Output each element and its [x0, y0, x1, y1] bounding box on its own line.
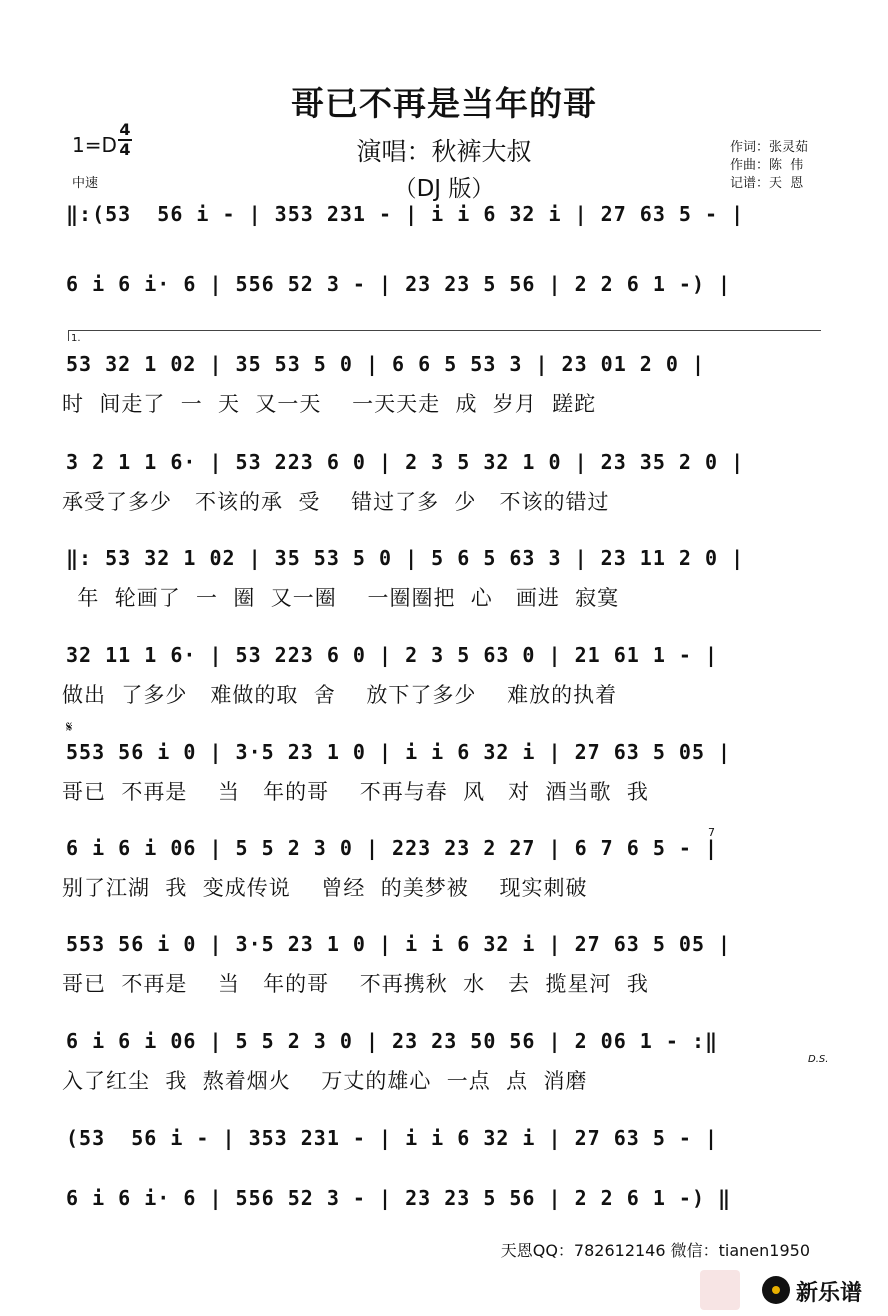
time-signature-top: 4: [119, 120, 131, 139]
segno-sign: 𝄋: [66, 718, 73, 736]
transcriber-credit: 记谱：天 恩: [730, 176, 804, 191]
lyricist-credit: 作词：张灵茹: [730, 140, 809, 155]
lyric-line: 哥已 不再是 当 年的哥 不再携秋 水 去 揽星河 我: [62, 972, 649, 996]
contact-info: 天恩QQ：782612146 微信：tianen1950: [500, 1241, 810, 1260]
score-row: (53 56 i - | 353 231 - | i i 6 32 i | 27 63 5 - |: [66, 1126, 719, 1150]
lyric-line: 年 轮画了 一 圈 又一圈 一圈圈把 心 画进 寂寞: [62, 586, 620, 610]
time-signature-bottom: 4: [119, 140, 131, 159]
score-row: 553 56 i 0 | 3·5 23 1 0 | i i 6 32 i | 27 63 5 05 |: [66, 740, 732, 764]
score-row: ‖: 53 32 1 02 | 35 53 5 0 | 5 6 5 63 3 | 23 11 2 0 |: [66, 546, 745, 570]
version-label: （DJ 版）: [393, 176, 495, 202]
lyric-line: 别了江湖 我 变成传说 曾经 的美梦被 现实刺破: [62, 876, 588, 900]
lyric-line: 时 间走了 一 天 又一天 一天天走 成 岁月 蹉跎: [62, 392, 597, 416]
volta-number: 1.: [71, 333, 81, 344]
score-row: 6 i 6 i 06 | 5 5 2 3 0 | 23 23 50 56 | 2 06 1 - :‖: [66, 1029, 719, 1053]
site-logo[interactable]: [762, 1272, 880, 1308]
ds-mark: D.S.: [808, 1054, 829, 1065]
record-disc-icon: [762, 1276, 790, 1304]
score-row: 32 11 1 6· | 53 223 6 0 | 2 3 5 63 0 | 21 61 1 - |: [66, 643, 719, 667]
lyric-line: 哥已 不再是 当 年的哥 不再与春 风 对 酒当歌 我: [62, 780, 649, 804]
score-row: 6 i 6 i· 6 | 556 52 3 - | 23 23 5 56 | 2 2 6 1 -) |: [66, 272, 732, 296]
composer-credit: 作曲：陈 伟: [730, 158, 804, 173]
lyric-line: 承受了多少 不该的承 受 错过了多 少 不该的错过: [62, 490, 610, 514]
score-row: ‖:(53 56 i - | 353 231 - | i i 6 32 i | 27 63 5 - |: [66, 202, 745, 226]
score-row: 553 56 i 0 | 3·5 23 1 0 | i i 6 32 i | 27 63 5 05 |: [66, 932, 732, 956]
page-title: 哥已不再是当年的哥: [291, 84, 597, 123]
watermark-logo: [700, 1270, 740, 1310]
site-logo-text: 新乐谱: [796, 1281, 863, 1306]
score-row: 6 i 6 i 06 | 5 5 2 3 0 | 223 23 2 27 | 6 7 6 5 - |: [66, 836, 719, 860]
key-signature: 1=D: [72, 133, 117, 157]
score-row: 3 2 1 1 6· | 53 223 6 0 | 2 3 5 32 1 0 | 23 35 2 0 |: [66, 450, 745, 474]
tempo-marking: 中速: [72, 176, 99, 191]
volta-bracket: [68, 330, 821, 341]
lyric-line: 入了红尘 我 熬着烟火 万丈的雄心 一点 点 消磨: [62, 1069, 588, 1093]
lyric-line: 做出 了多少 难做的取 舍 放下了多少 难放的执着: [62, 683, 618, 707]
singer-credit: 演唱：秋裤大叔: [356, 137, 532, 166]
score-row: 53 32 1 02 | 35 53 5 0 | 6 6 5 53 3 | 23 01 2 0 |: [66, 352, 706, 376]
score-row: 6 i 6 i· 6 | 556 52 3 - | 23 23 5 56 | 2 2 6 1 -) ‖: [66, 1186, 732, 1210]
grace-note: 7: [708, 826, 715, 839]
